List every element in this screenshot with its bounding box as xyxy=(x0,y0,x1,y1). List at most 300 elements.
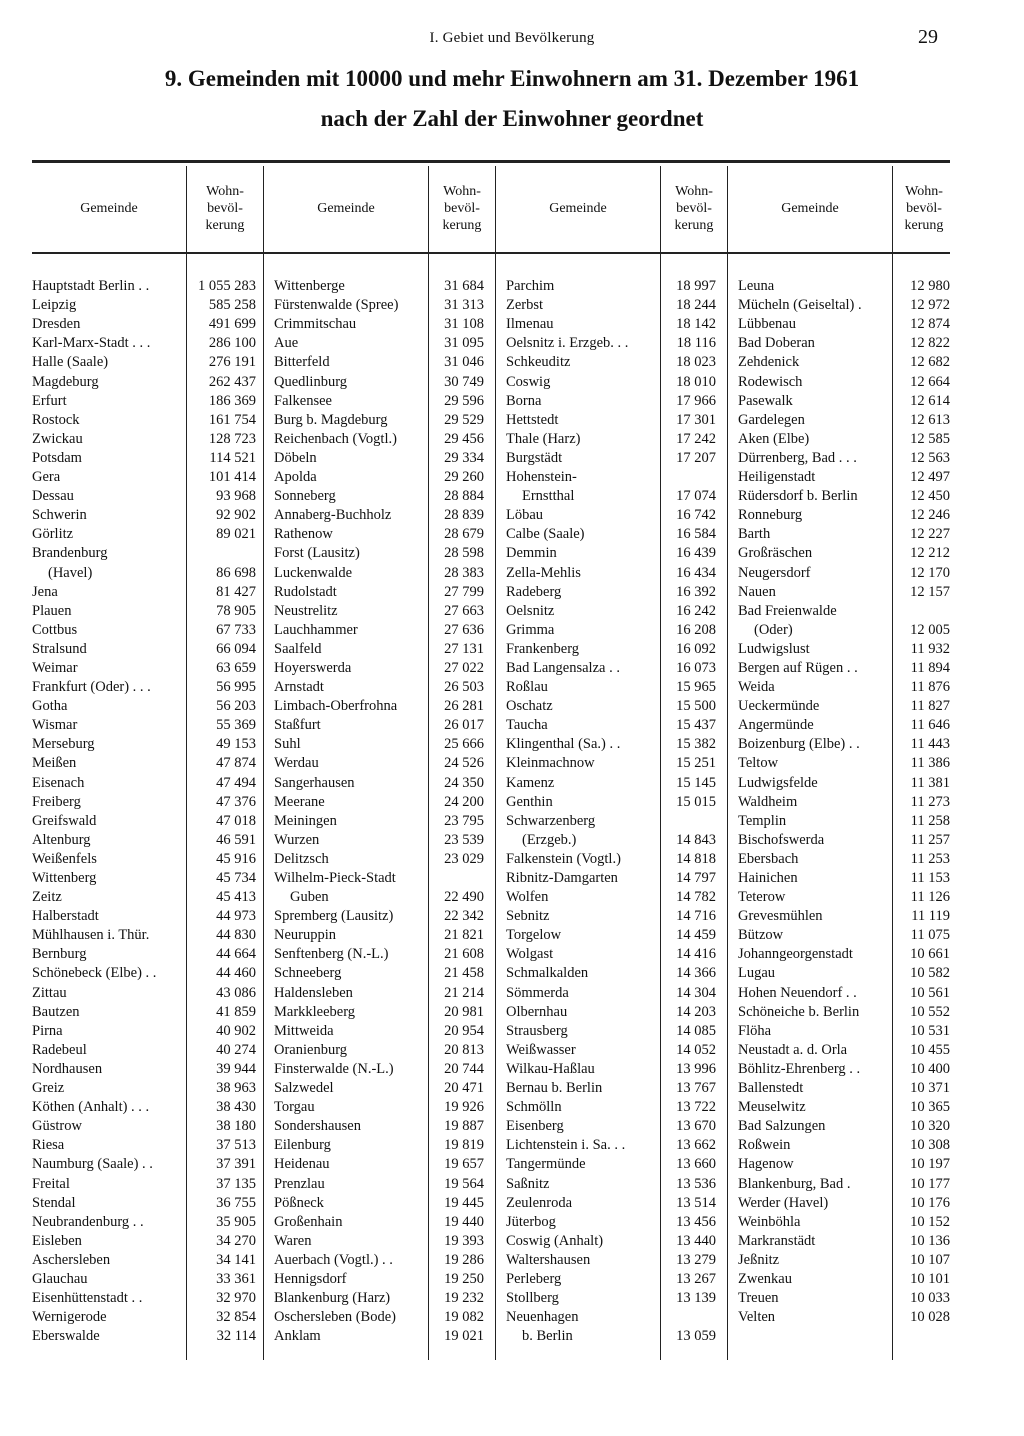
table-row xyxy=(32,906,256,925)
table-row xyxy=(738,811,950,830)
gemeinde-name: Naumburg (Saale) . . xyxy=(32,1156,153,1173)
gemeinde-name: Cottbus xyxy=(32,621,78,638)
wohnbevoelkerung-value: 21 821 xyxy=(444,927,484,944)
wohnbevoelkerung-value: 45 916 xyxy=(216,850,256,867)
column-divider xyxy=(495,166,496,254)
gemeinde-name: Zeulenroda xyxy=(506,1194,573,1211)
table-row xyxy=(506,1173,716,1192)
table-row xyxy=(32,1097,256,1116)
wohnbevoelkerung-value: 36 755 xyxy=(216,1194,256,1211)
gemeinde-name: Riesa xyxy=(32,1137,65,1154)
wohnbevoelkerung-value: 12 563 xyxy=(910,449,950,466)
header-gemeinde-4: Gemeinde xyxy=(781,200,839,216)
wohnbevoelkerung-value: 66 094 xyxy=(216,640,256,657)
gemeinde-name: Thale (Harz) xyxy=(506,430,581,447)
table-row xyxy=(274,1059,484,1078)
table-row xyxy=(274,925,484,944)
wohnbevoelkerung-value: 46 591 xyxy=(216,831,256,848)
wohnbevoelkerung-value: 11 119 xyxy=(911,908,950,925)
table-row xyxy=(506,505,716,524)
wohnbevoelkerung-value: 12 972 xyxy=(910,297,950,314)
table-row xyxy=(32,620,256,639)
gemeinde-name: Bad Salzungen xyxy=(738,1118,826,1135)
gemeinde-name: Eisenberg xyxy=(506,1118,564,1135)
wohnbevoelkerung-value: 29 596 xyxy=(444,392,484,409)
table-row xyxy=(32,1135,256,1154)
table-row xyxy=(738,1059,950,1078)
table-row xyxy=(32,677,256,696)
gemeinde-name: Bützow xyxy=(738,927,784,944)
table-row xyxy=(506,276,716,295)
table-row xyxy=(32,734,256,753)
wohnbevoelkerung-value: 13 767 xyxy=(676,1080,716,1097)
header-wohnbevoelkerung-3: Wohn- bevöl- kerung xyxy=(674,183,714,233)
wohnbevoelkerung-value: 262 437 xyxy=(208,373,256,390)
gemeinde-name: Burgstädt xyxy=(506,449,563,466)
table-row xyxy=(738,1269,950,1288)
wohnbevoelkerung-value: 27 636 xyxy=(444,621,484,638)
table-row xyxy=(738,1116,950,1135)
gemeinde-name: Altenburg xyxy=(32,831,91,848)
gemeinde-name: Weinböhla xyxy=(738,1213,801,1230)
table-row xyxy=(32,1040,256,1059)
gemeinde-name: Wilhelm-Pieck-Stadt xyxy=(274,870,396,886)
column-divider xyxy=(892,166,893,254)
wohnbevoelkerung-value: 27 131 xyxy=(444,640,484,657)
gemeinde-name: Hauptstadt Berlin . . xyxy=(32,278,150,295)
table-row xyxy=(738,562,950,581)
table-row xyxy=(32,1212,256,1231)
table-row xyxy=(506,1059,716,1078)
gemeinde-name: Plauen xyxy=(32,602,72,619)
gemeinde-name: Pößneck xyxy=(274,1194,324,1211)
column-divider xyxy=(428,166,429,254)
table-row xyxy=(738,658,950,677)
table-row xyxy=(274,1021,484,1040)
gemeinde-name: Potsdam xyxy=(32,449,82,466)
table-row xyxy=(738,1307,950,1326)
table-row xyxy=(506,467,716,486)
gemeinde-name: Markranstädt xyxy=(738,1232,816,1249)
gemeinde-name: Glauchau xyxy=(32,1270,88,1287)
table-row xyxy=(32,830,256,849)
table-row xyxy=(32,1269,256,1288)
wohnbevoelkerung-value: 186 369 xyxy=(208,392,256,409)
table-row xyxy=(274,944,484,963)
table-row xyxy=(738,772,950,791)
gemeinde-name: Zella-Mehlis xyxy=(506,564,581,581)
wohnbevoelkerung-value: 14 304 xyxy=(676,984,716,1001)
gemeinde-name: Apolda xyxy=(274,469,317,486)
gemeinde-name: Anklam xyxy=(274,1328,321,1345)
table-row xyxy=(506,849,716,868)
gemeinde-name: Johanngeorgenstadt xyxy=(738,946,853,963)
gemeinde-name: Wernigerode xyxy=(32,1309,107,1326)
wohnbevoelkerung-value: 15 965 xyxy=(676,679,716,696)
wohnbevoelkerung-value: 14 416 xyxy=(676,946,716,963)
table-row xyxy=(506,391,716,410)
gemeinde-name: Jeßnitz xyxy=(738,1251,780,1268)
gemeinde-name: Oschersleben (Bode) xyxy=(274,1309,396,1326)
table-row xyxy=(738,963,950,982)
table-row xyxy=(274,505,484,524)
wohnbevoelkerung-value: 27 663 xyxy=(444,602,484,619)
table-row xyxy=(738,467,950,486)
table-row xyxy=(738,1078,950,1097)
table-row xyxy=(506,295,716,314)
table-row xyxy=(738,524,950,543)
gemeinde-name: Meerane xyxy=(274,793,325,810)
table-row xyxy=(738,601,950,620)
gemeinde-name: Arnstadt xyxy=(274,679,324,696)
gemeinde-name: Schönebeck (Elbe) . . xyxy=(32,965,157,982)
table-column-group-2 xyxy=(274,276,484,1345)
gemeinde-name: Blankenburg, Bad . xyxy=(738,1175,851,1192)
table-row xyxy=(506,1212,716,1231)
gemeinde-name: Neustadt a. d. Orla xyxy=(738,1041,848,1058)
gemeinde-name: Gardelegen xyxy=(738,411,805,428)
table-row xyxy=(274,963,484,982)
gemeinde-name: Weißenfels xyxy=(32,850,97,867)
gemeinde-name: Jüterbog xyxy=(506,1213,556,1230)
gemeinde-name: Borna xyxy=(506,392,542,409)
wohnbevoelkerung-value: 11 075 xyxy=(910,927,950,944)
wohnbevoelkerung-value: 15 015 xyxy=(676,793,716,810)
gemeinde-name: Gera xyxy=(32,469,61,486)
gemeinde-name: Kamenz xyxy=(506,774,555,791)
gemeinde-name: Senftenberg (N.-L.) xyxy=(274,946,389,963)
table-row xyxy=(506,772,716,791)
table-row xyxy=(274,753,484,772)
gemeinde-name: Oranienburg xyxy=(274,1041,348,1058)
table-row xyxy=(738,486,950,505)
wohnbevoelkerung-value: 31 108 xyxy=(444,316,484,333)
table-row xyxy=(506,1040,716,1059)
wohnbevoelkerung-value: 18 010 xyxy=(676,373,716,390)
wohnbevoelkerung-value: 12 497 xyxy=(910,469,950,486)
gemeinde-name: Prenzlau xyxy=(274,1175,325,1192)
table-row xyxy=(274,524,484,543)
wohnbevoelkerung-value: 26 017 xyxy=(444,717,484,734)
table-row xyxy=(506,448,716,467)
gemeinde-name: Velten xyxy=(738,1309,776,1326)
table-row xyxy=(32,982,256,1001)
table-row xyxy=(738,543,950,562)
wohnbevoelkerung-value: 1 055 283 xyxy=(198,278,256,295)
table-row xyxy=(274,371,484,390)
gemeinde-name: Waltershausen xyxy=(506,1251,591,1268)
table-row xyxy=(738,429,950,448)
gemeinde-name: Oelsnitz i. Erzgeb. . . xyxy=(506,335,629,352)
table-row xyxy=(32,963,256,982)
wohnbevoelkerung-value: 12 212 xyxy=(910,545,950,562)
wohnbevoelkerung-value: 34 270 xyxy=(216,1232,256,1249)
table-row xyxy=(738,944,950,963)
gemeinde-name: Quedlinburg xyxy=(274,373,348,390)
gemeinde-name: Bad Langensalza . . xyxy=(506,659,620,676)
wohnbevoelkerung-value: 37 135 xyxy=(216,1175,256,1192)
table-row xyxy=(274,1288,484,1307)
table-row xyxy=(274,1173,484,1192)
gemeinde-name: Torgau xyxy=(274,1099,315,1116)
gemeinde-name: Perleberg xyxy=(506,1270,562,1287)
table-row xyxy=(274,448,484,467)
table-row xyxy=(274,352,484,371)
wohnbevoelkerung-value: 27 799 xyxy=(444,583,484,600)
table-row xyxy=(274,1269,484,1288)
wohnbevoelkerung-value: 32 970 xyxy=(216,1290,256,1307)
table-row xyxy=(738,371,950,390)
gemeinde-name: Neuruppin xyxy=(274,927,337,944)
table-row xyxy=(32,1078,256,1097)
gemeinde-name: Boizenburg (Elbe) . . xyxy=(738,736,860,753)
gemeinde-name: Suhl xyxy=(274,736,301,753)
gemeinde-name: Teterow xyxy=(738,889,786,906)
wohnbevoelkerung-value: 11 253 xyxy=(910,850,950,867)
wohnbevoelkerung-value: 12 170 xyxy=(910,564,950,581)
table-row xyxy=(506,1021,716,1040)
gemeinde-name: Coswig (Anhalt) xyxy=(506,1232,604,1249)
table-row xyxy=(506,1193,716,1212)
wohnbevoelkerung-value: 10 033 xyxy=(910,1290,950,1307)
wohnbevoelkerung-value: 31 095 xyxy=(444,335,484,352)
gemeinde-name: Parchim xyxy=(506,278,555,295)
table-row xyxy=(506,792,716,811)
gemeinde-name: Wittenberge xyxy=(274,278,345,295)
wohnbevoelkerung-value: 10 661 xyxy=(910,946,950,963)
gemeinde-name: Nordhausen xyxy=(32,1060,103,1077)
wohnbevoelkerung-value: 19 564 xyxy=(444,1175,484,1192)
table-row xyxy=(506,677,716,696)
gemeinde-name: Klingenthal (Sa.) . . xyxy=(506,736,621,753)
wohnbevoelkerung-value: 38 430 xyxy=(216,1099,256,1116)
wohnbevoelkerung-value: 31 684 xyxy=(444,278,484,295)
wohnbevoelkerung-value: 38 963 xyxy=(216,1080,256,1097)
wohnbevoelkerung-value: 12 246 xyxy=(910,507,950,524)
wohnbevoelkerung-value: 18 116 xyxy=(676,335,716,352)
gemeinde-name: Sömmerda xyxy=(506,984,569,1001)
header-wohnbevoelkerung-1: Wohn- bevöl- kerung xyxy=(205,183,245,233)
wohnbevoelkerung-value: 47 494 xyxy=(216,774,256,791)
table-column-group-1 xyxy=(32,276,256,1345)
wohnbevoelkerung-value: 45 734 xyxy=(216,870,256,886)
gemeinde-name: Ebersbach xyxy=(738,850,799,867)
table-row xyxy=(32,371,256,390)
table-row xyxy=(32,1193,256,1212)
gemeinde-name: Mücheln (Geiseltal) . xyxy=(738,297,862,314)
wohnbevoelkerung-value: 13 279 xyxy=(676,1251,716,1268)
wohnbevoelkerung-value: 81 427 xyxy=(216,583,256,600)
wohnbevoelkerung-value: 23 539 xyxy=(444,831,484,848)
gemeinde-name: Bernburg xyxy=(32,946,87,963)
wohnbevoelkerung-value: 11 827 xyxy=(910,698,950,715)
gemeinde-name: Gotha xyxy=(32,698,68,715)
table-row xyxy=(506,1078,716,1097)
gemeinde-name: Saalfeld xyxy=(274,640,322,657)
table-row xyxy=(506,734,716,753)
wohnbevoelkerung-value: 12 822 xyxy=(910,335,950,352)
gemeinde-name: Döbeln xyxy=(274,449,317,466)
table-row xyxy=(738,868,950,887)
gemeinde-name: Coswig xyxy=(506,373,551,390)
gemeinde-name: Wittenberg xyxy=(32,870,97,886)
gemeinde-name: Karl-Marx-Stadt . . . xyxy=(32,335,151,352)
table-row xyxy=(274,982,484,1001)
table-row xyxy=(738,295,950,314)
wohnbevoelkerung-value: 14 459 xyxy=(676,927,716,944)
table-row xyxy=(738,1135,950,1154)
gemeinde-name: Finsterwalde (N.-L.) xyxy=(274,1060,394,1077)
wohnbevoelkerung-value: 11 876 xyxy=(910,679,950,696)
gemeinde-name: Angermünde xyxy=(738,717,814,734)
wohnbevoelkerung-value: 10 028 xyxy=(910,1309,950,1326)
gemeinde-name: Werder (Havel) xyxy=(738,1194,829,1211)
wohnbevoelkerung-value: 29 529 xyxy=(444,411,484,428)
wohnbevoelkerung-value: 11 273 xyxy=(910,793,950,810)
table-row xyxy=(32,1326,256,1345)
table-subtitle: nach der Zahl der Einwohner geordnet xyxy=(320,106,704,131)
wohnbevoelkerung-value: 10 177 xyxy=(910,1175,950,1192)
gemeinde-name: Leuna xyxy=(738,278,775,295)
gemeinde-name: Neugersdorf xyxy=(738,564,811,581)
wohnbevoelkerung-value: 29 334 xyxy=(444,449,484,466)
wohnbevoelkerung-value: 114 521 xyxy=(209,449,256,466)
wohnbevoelkerung-value: 491 699 xyxy=(208,316,256,333)
gemeinde-name: Demmin xyxy=(506,545,557,562)
gemeinde-name: Ronneburg xyxy=(738,507,803,524)
gemeinde-name: Zerbst xyxy=(506,297,544,314)
table-row xyxy=(506,639,716,658)
wohnbevoelkerung-value: 21 608 xyxy=(444,946,484,963)
table-row xyxy=(274,543,484,562)
gemeinde-name: Ueckermünde xyxy=(738,698,820,715)
wohnbevoelkerung-value: 10 531 xyxy=(910,1022,950,1039)
page-number: 29 xyxy=(918,26,938,48)
wohnbevoelkerung-value: 12 613 xyxy=(910,411,950,428)
wohnbevoelkerung-value: 13 536 xyxy=(676,1175,716,1192)
gemeinde-name: Zittau xyxy=(32,984,67,1001)
gemeinde-name: Görlitz xyxy=(32,526,74,543)
gemeinde-name: Frankfurt (Oder) . . . xyxy=(32,679,151,696)
table-row xyxy=(738,1097,950,1116)
wohnbevoelkerung-value: 15 437 xyxy=(676,717,716,734)
table-row xyxy=(506,524,716,543)
header-gemeinde-3: Gemeinde xyxy=(549,200,607,216)
gemeinde-name: Schmalkalden xyxy=(506,965,589,982)
gemeinde-name: b. Berlin xyxy=(522,1328,573,1345)
wohnbevoelkerung-value: 19 393 xyxy=(444,1232,484,1249)
column-divider xyxy=(186,166,187,254)
gemeinde-name: Spremberg (Lausitz) xyxy=(274,908,394,925)
gemeinde-name: Barth xyxy=(738,526,771,543)
table-row xyxy=(738,753,950,772)
gemeinde-name: Templin xyxy=(738,812,787,829)
table-row xyxy=(506,1326,716,1345)
table-row xyxy=(274,333,484,352)
wohnbevoelkerung-value: 16 742 xyxy=(676,507,716,524)
table-row xyxy=(506,410,716,429)
gemeinde-name: Freiberg xyxy=(32,793,81,810)
table-row xyxy=(738,1040,950,1059)
gemeinde-name: Treuen xyxy=(738,1290,779,1307)
gemeinde-name: Weißwasser xyxy=(506,1041,576,1058)
wohnbevoelkerung-value: 10 552 xyxy=(910,1003,950,1020)
table-row xyxy=(32,314,256,333)
table-row xyxy=(738,314,950,333)
gemeinde-name: Teltow xyxy=(738,755,779,772)
table-title: 9. Gemeinden mit 10000 und mehr Einwohnern am 31. Dezember 1961 xyxy=(164,66,860,91)
table-row xyxy=(32,811,256,830)
table-row xyxy=(274,677,484,696)
wohnbevoelkerung-value: 14 052 xyxy=(676,1041,716,1058)
wohnbevoelkerung-value: 18 023 xyxy=(676,354,716,371)
gemeinde-name: Leipzig xyxy=(32,297,77,314)
table-row xyxy=(506,887,716,906)
wohnbevoelkerung-value: 286 100 xyxy=(208,335,256,352)
gemeinde-name: Jena xyxy=(32,583,58,600)
table-row xyxy=(32,887,256,906)
table-row xyxy=(32,658,256,677)
gemeinde-name: Stendal xyxy=(32,1194,76,1211)
table-row xyxy=(506,982,716,1001)
wohnbevoelkerung-value: 37 391 xyxy=(216,1156,256,1173)
gemeinde-name: Bad Doberan xyxy=(738,335,815,352)
table-row xyxy=(274,562,484,581)
wohnbevoelkerung-value: 19 819 xyxy=(444,1137,484,1154)
table-row xyxy=(506,1269,716,1288)
table-row xyxy=(32,429,256,448)
table-row xyxy=(32,772,256,791)
gemeinde-name: Pirna xyxy=(32,1022,63,1039)
wohnbevoelkerung-value: 47 874 xyxy=(216,755,256,772)
table-row xyxy=(32,1021,256,1040)
table-row xyxy=(738,887,950,906)
gemeinde-name: Hettstedt xyxy=(506,411,559,428)
table-row xyxy=(32,639,256,658)
wohnbevoelkerung-value: 11 932 xyxy=(910,640,950,657)
gemeinde-name: Neuenhagen xyxy=(506,1309,579,1326)
table-header-rule xyxy=(32,252,950,254)
wohnbevoelkerung-value: 10 197 xyxy=(910,1156,950,1173)
table-row xyxy=(506,1116,716,1135)
wohnbevoelkerung-value: 13 514 xyxy=(676,1194,716,1211)
wohnbevoelkerung-value: 12 157 xyxy=(910,583,950,600)
wohnbevoelkerung-value: 25 666 xyxy=(444,736,484,753)
table-row xyxy=(32,1002,256,1021)
table-row xyxy=(738,1250,950,1269)
gemeinde-name: Großräschen xyxy=(738,545,813,562)
gemeinde-name: Lichtenstein i. Sa. . . xyxy=(506,1137,626,1154)
table-row xyxy=(32,1116,256,1135)
wohnbevoelkerung-value: 44 830 xyxy=(216,927,256,944)
wohnbevoelkerung-value: 12 450 xyxy=(910,488,950,505)
table-row xyxy=(738,1173,950,1192)
gemeinde-name: Ludwigslust xyxy=(738,640,810,657)
table-row xyxy=(32,543,256,562)
wohnbevoelkerung-value: 78 905 xyxy=(216,602,256,619)
wohnbevoelkerung-value: 11 257 xyxy=(910,831,950,848)
gemeinde-name: Werdau xyxy=(274,755,319,772)
gemeinde-name: Lugau xyxy=(738,965,776,982)
gemeinde-name: Wolfen xyxy=(506,889,549,906)
table-row xyxy=(738,1231,950,1250)
wohnbevoelkerung-value: 44 460 xyxy=(216,965,256,982)
gemeinde-name: (Erzgeb.) xyxy=(522,831,577,848)
gemeinde-name: Zwickau xyxy=(32,430,83,447)
wohnbevoelkerung-value: 16 242 xyxy=(676,602,716,619)
wohnbevoelkerung-value: 10 320 xyxy=(910,1118,950,1135)
gemeinde-name: Weimar xyxy=(32,659,78,676)
